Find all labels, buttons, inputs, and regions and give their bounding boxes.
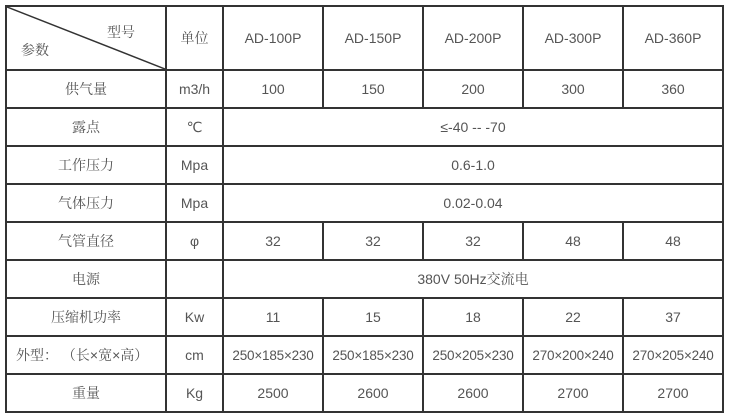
row-label: 重量 [6, 374, 166, 412]
spec-value-cell: 2700 [523, 374, 623, 412]
spec-value-cell: 2600 [323, 374, 423, 412]
spec-value-cell: 300 [523, 70, 623, 108]
table-row-air-supply [6, 70, 723, 108]
spec-value-cell: 100 [223, 70, 323, 108]
corner-param-label: 参数 [21, 42, 49, 58]
row-label: 气体压力 [6, 184, 166, 222]
model-header: AD-360P [623, 6, 723, 70]
spec-value-cell: 18 [423, 298, 523, 336]
unit-column-header: 单位 [166, 6, 223, 70]
table-row-pipe-diameter [6, 222, 723, 260]
row-label: 露点 [6, 108, 166, 146]
row-unit: Kw [166, 298, 223, 336]
spec-span-cell: 0.6-1.0 [223, 146, 723, 184]
table-row-power-supply [6, 260, 723, 298]
spec-value-cell: 48 [523, 222, 623, 260]
spec-value-cell: 11 [223, 298, 323, 336]
row-unit [166, 260, 223, 298]
spec-value-cell: 250×185×230 [323, 336, 423, 374]
row-unit: m3/h [166, 70, 223, 108]
spec-value-cell: 32 [223, 222, 323, 260]
table-row-compressor-power [6, 298, 723, 336]
row-label: 电源 [6, 260, 166, 298]
model-header: AD-150P [323, 6, 423, 70]
table-header-row [6, 6, 723, 70]
table-row-weight [6, 374, 723, 412]
row-unit: cm [166, 336, 223, 374]
table-row-working-pressure [6, 146, 723, 184]
corner-model-label: 型号 [107, 24, 135, 40]
spec-value-cell: 15 [323, 298, 423, 336]
row-unit: Mpa [166, 146, 223, 184]
spec-value-cell: 37 [623, 298, 723, 336]
spec-value-cell: 150 [323, 70, 423, 108]
model-header: AD-300P [523, 6, 623, 70]
spec-value-cell: 250×185×230 [223, 336, 323, 374]
model-header: AD-100P [223, 6, 323, 70]
model-header: AD-200P [423, 6, 523, 70]
spec-value-cell: 2500 [223, 374, 323, 412]
spec-value-cell: 32 [423, 222, 523, 260]
row-label: 压缩机功率 [6, 298, 166, 336]
table-row-gas-pressure [6, 184, 723, 222]
spec-value-cell: 48 [623, 222, 723, 260]
row-label: 外型： （长×宽×高） [6, 336, 166, 374]
spec-value-cell: 360 [623, 70, 723, 108]
spec-span-cell: ≤-40 -- -70 [223, 108, 723, 146]
row-label: 气管直径 [6, 222, 166, 260]
row-label: 工作压力 [6, 146, 166, 184]
row-label: 供气量 [6, 70, 166, 108]
spec-table [5, 5, 724, 413]
row-unit: φ [166, 222, 223, 260]
spec-value-cell: 270×200×240 [523, 336, 623, 374]
spec-value-cell: 2600 [423, 374, 523, 412]
spec-value-cell: 200 [423, 70, 523, 108]
spec-span-cell: 380V 50Hz交流电 [223, 260, 723, 298]
spec-value-cell: 22 [523, 298, 623, 336]
spec-value-cell: 32 [323, 222, 423, 260]
table-row-dimensions [6, 336, 723, 374]
table-row-dew-point [6, 108, 723, 146]
spec-value-cell: 2700 [623, 374, 723, 412]
row-unit: ℃ [166, 108, 223, 146]
row-unit: Mpa [166, 184, 223, 222]
spec-value-cell: 250×205×230 [423, 336, 523, 374]
spec-value-cell: 270×205×240 [623, 336, 723, 374]
spec-span-cell: 0.02-0.04 [223, 184, 723, 222]
corner-header-cell [6, 6, 166, 70]
row-unit: Kg [166, 374, 223, 412]
